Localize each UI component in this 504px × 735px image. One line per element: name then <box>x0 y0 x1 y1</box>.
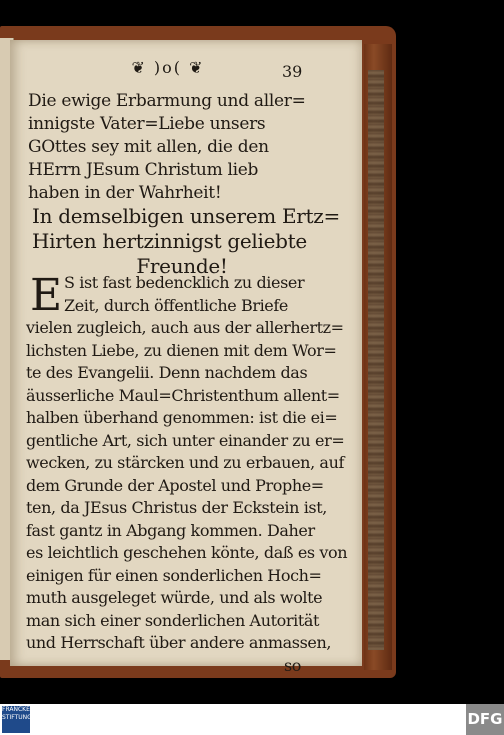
spine-texture <box>368 70 384 650</box>
body-line: wecken, zu stärcken und zu erbauen, auf <box>26 453 345 472</box>
intro-line: Die ewige Erbarmung und aller= <box>28 91 306 111</box>
body-line: muth ausgeleget würde, und als wolte <box>26 588 323 607</box>
body-line: es leichtlich geschehen könte, daß es von <box>26 543 348 562</box>
body-line: lichsten Liebe, zu dienen mit dem Wor= <box>26 340 337 360</box>
body-line: äusserliche Maul=Christenthum allent= <box>26 385 340 405</box>
body-line: halben überhand genommen: ist die ei= <box>26 408 338 427</box>
intro-line: innigste Vater=Liebe unsers <box>28 114 266 134</box>
heading-line: Hirten hertzinnigst geliebte <box>32 229 307 253</box>
heading-line: Freunde! <box>136 254 228 278</box>
intro-line: haben in der Wahrheit! <box>28 183 222 203</box>
body-line: und Herrschaft über andere anmassen, <box>26 633 332 652</box>
body-line: dem Grunde der Apostel und Prophe= <box>26 475 324 495</box>
body-paragraph <box>26 272 348 677</box>
body-line: einigen für einen sonderlichen Hoch= <box>26 565 322 585</box>
salutation-heading <box>32 204 340 279</box>
body-line: Zeit, durch öffentliche Briefe <box>64 295 288 315</box>
intro-line: GOttes sey mit allen, die den <box>28 137 269 157</box>
heading-line: In demselbigen unserem Ertz= <box>32 204 340 228</box>
intro-line: HErrn JEsum Christum lieb <box>28 160 259 180</box>
page-number: 39 <box>282 62 303 81</box>
body-line: fast gantz in Abgang kommen. Daher <box>26 520 315 540</box>
intro-paragraph <box>28 90 308 205</box>
body-line: ten, da JEsus Christus der Eckstein ist, <box>26 498 327 517</box>
dfg-logo[interactable]: DFG <box>466 704 504 735</box>
header-ornament: ❦ )o( ❦ <box>131 58 205 77</box>
drop-cap: E <box>30 270 63 321</box>
body-line: S ist fast bedencklich zu dieser <box>64 273 305 292</box>
viewer-footer <box>0 704 504 735</box>
body-line: vielen zugleich, auch aus der allerhertz= <box>26 318 344 337</box>
body-line: man sich einer sonderlichen Autorität <box>26 610 320 630</box>
body-line: te des Evangelii. Denn nachdem das <box>26 363 308 382</box>
catchword: so <box>284 655 302 675</box>
institution-logo[interactable]: FRANCKESCHE STIFTUNGEN <box>2 706 30 733</box>
body-line: gentliche Art, sich unter einander zu er= <box>26 430 345 450</box>
